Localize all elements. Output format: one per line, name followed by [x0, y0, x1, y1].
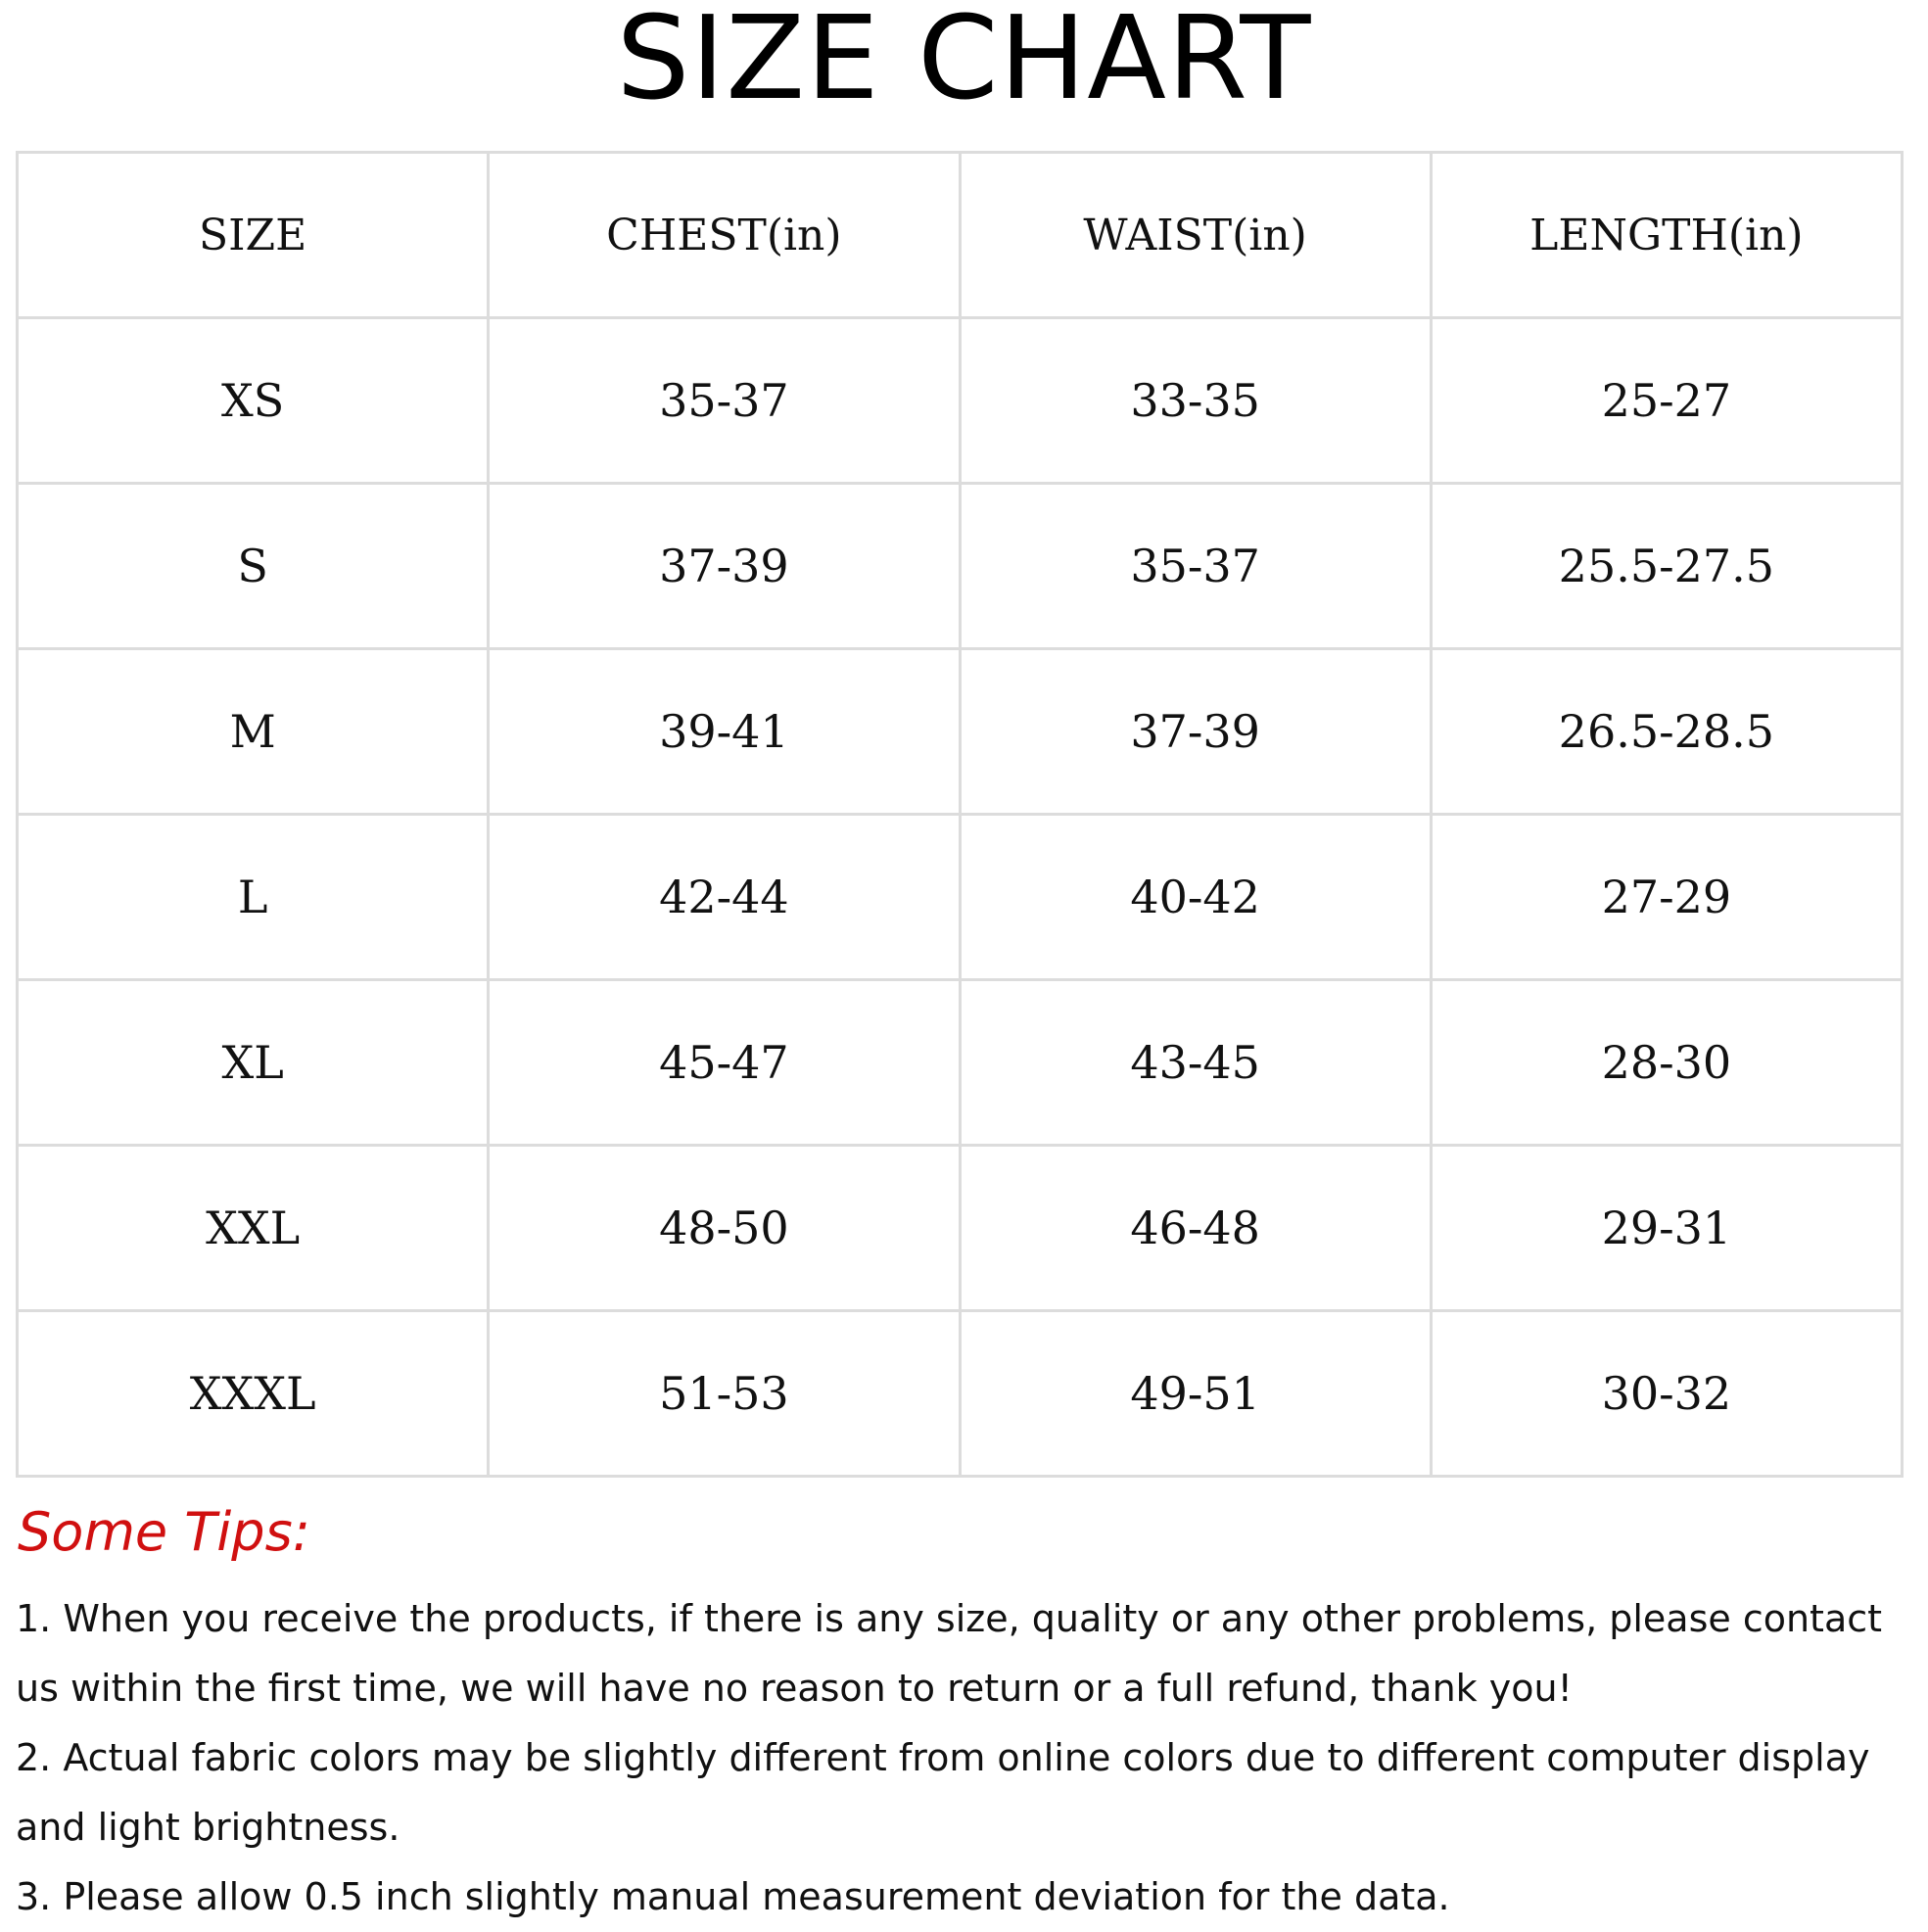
chest-cell: 48-50: [489, 1146, 960, 1311]
waist-cell: 35-37: [960, 484, 1431, 649]
header-chest: CHEST(in): [489, 153, 960, 318]
length-cell: 26.5-28.5: [1431, 649, 1902, 815]
length-cell: 29-31: [1431, 1146, 1902, 1311]
table-row: [18, 815, 1903, 980]
table-row: [18, 649, 1903, 815]
length-cell: 27-29: [1431, 815, 1902, 980]
waist-cell: 46-48: [960, 1146, 1431, 1311]
header-length: LENGTH(in): [1431, 153, 1902, 318]
chest-cell: 45-47: [489, 980, 960, 1146]
table-header-row: [18, 153, 1903, 318]
length-cell: 28-30: [1431, 980, 1902, 1146]
waist-cell: 37-39: [960, 649, 1431, 815]
size-cell: XXL: [18, 1146, 489, 1311]
waist-cell: 43-45: [960, 980, 1431, 1146]
chest-cell: 35-37: [489, 318, 960, 484]
size-cell: L: [18, 815, 489, 980]
length-cell: 30-32: [1431, 1311, 1902, 1477]
tip-line: 3. Please allow 0.5 inch slightly manual measurement deviation for the data.: [16, 1875, 1450, 1918]
table-row: [18, 980, 1903, 1146]
table-row: [18, 484, 1903, 649]
size-cell: M: [18, 649, 489, 815]
chest-cell: 39-41: [489, 649, 960, 815]
tip-line: 1. When you receive the products, if there is any size, quality or any other problems, please contact: [16, 1597, 1883, 1640]
table-row: [18, 318, 1903, 484]
table-row: [18, 1146, 1903, 1311]
waist-cell: 33-35: [960, 318, 1431, 484]
waist-cell: 49-51: [960, 1311, 1431, 1477]
chest-cell: 42-44: [489, 815, 960, 980]
size-cell: XS: [18, 318, 489, 484]
size-table: [16, 151, 1904, 1478]
tip-line: us within the first time, we will have no reason to return or a full refund, thank you!: [16, 1667, 1573, 1710]
length-cell: 25-27: [1431, 318, 1902, 484]
chest-cell: 37-39: [489, 484, 960, 649]
size-cell: XXXL: [18, 1311, 489, 1477]
chest-cell: 51-53: [489, 1311, 960, 1477]
tip-line: and light brightness.: [16, 1806, 400, 1849]
header-waist: WAIST(in): [960, 153, 1431, 318]
tips-heading: Some Tips:: [18, 1501, 310, 1563]
page-title: SIZE CHART: [616, 0, 1312, 125]
tip-line: 2. Actual fabric colors may be slightly different from online colors due to different computer display: [16, 1736, 1870, 1779]
waist-cell: 40-42: [960, 815, 1431, 980]
length-cell: 25.5-27.5: [1431, 484, 1902, 649]
size-cell: S: [18, 484, 489, 649]
table-row: [18, 1311, 1903, 1477]
header-size: SIZE: [18, 153, 489, 318]
size-cell: XL: [18, 980, 489, 1146]
tips-body: [16, 1584, 1920, 1932]
